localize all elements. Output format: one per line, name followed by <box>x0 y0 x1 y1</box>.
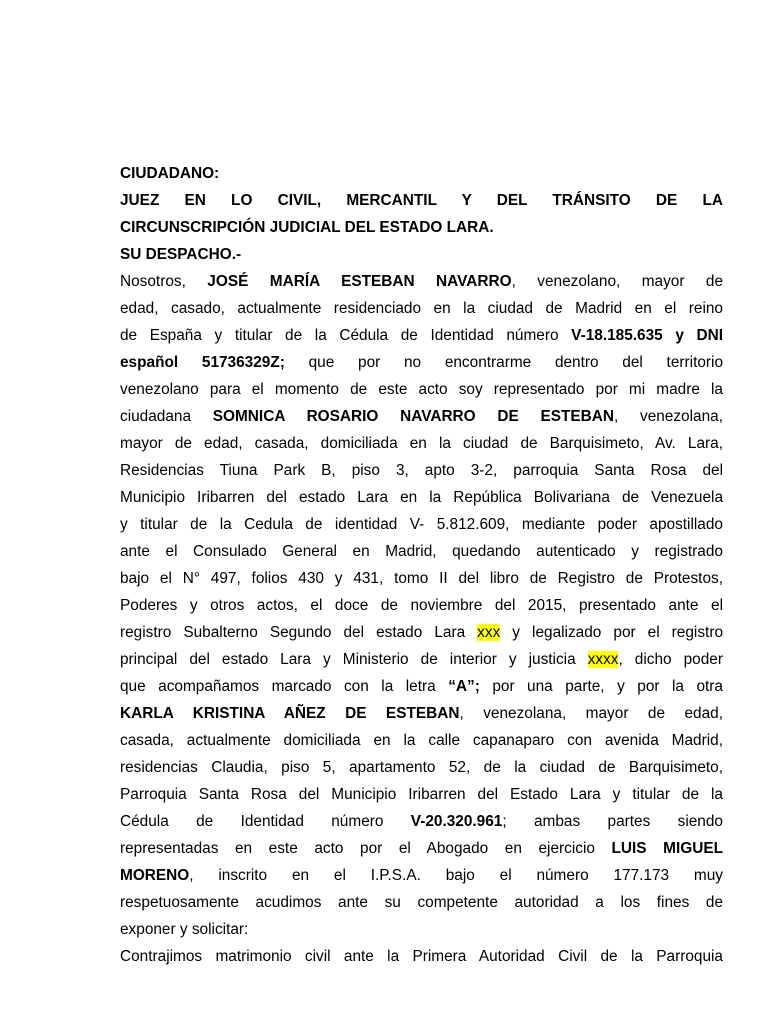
text-line <box>120 160 723 187</box>
text-segment: casada, actualmente domiciliada en la calle capanaparo con avenida Madrid, <box>120 732 723 749</box>
text-segment: ante el Consulado General en Madrid, quedando autenticado y registrado <box>120 543 723 560</box>
bold-text: JOSÉ MARÍA ESTEBAN NAVARRO <box>207 273 512 290</box>
text-line <box>120 322 723 349</box>
text-segment: que por no encontrarme dentro del territorio <box>284 354 724 371</box>
bold-text: LUIS MIGUEL <box>611 840 724 857</box>
text-segment: , venezolano, mayor de <box>511 273 724 290</box>
text-line <box>120 268 723 295</box>
text-line <box>120 727 723 754</box>
text-line <box>120 781 723 808</box>
bold-text: CIUDADANO: <box>120 165 220 182</box>
highlighted-placeholder: xxxx <box>587 651 619 668</box>
text-segment: ciudadana <box>120 408 213 425</box>
text-line <box>120 646 723 673</box>
bold-text: SOMNICA ROSARIO NAVARRO DE ESTEBAN <box>212 408 614 425</box>
text-segment: Poderes y otros actos, el doce de noviembre del 2015, presentado ante el <box>120 597 723 614</box>
highlighted-placeholder: xxx <box>477 624 501 641</box>
text-segment: por una parte, y por la otra <box>479 678 723 695</box>
text-segment: ; ambas partes siendo <box>502 813 723 830</box>
text-segment: edad, casado, actualmente residenciado en la ciudad de Madrid en el reino <box>120 300 723 317</box>
text-segment: principal del estado Lara y Ministerio de interior y justicia <box>120 651 588 668</box>
text-line <box>120 349 723 376</box>
text-segment: Municipio Iribarren del estado Lara en la República Bolivariana de Venezuela <box>120 489 723 506</box>
text-line <box>120 700 723 727</box>
text-line <box>120 430 723 457</box>
text-segment: y legalizado por el registro <box>500 624 724 641</box>
text-segment: Cédula de Identidad número <box>120 813 411 830</box>
text-segment: representadas en este acto por el Abogado en ejercicio <box>120 840 612 857</box>
bold-text: SU DESPACHO.- <box>120 246 242 263</box>
text-segment: Contrajimos matrimonio civil ante la Primera Autoridad Civil de la Parroquia <box>120 948 723 965</box>
text-segment: , dicho poder <box>618 651 723 668</box>
text-segment: registro Subalterno Segundo del estado Lara <box>120 624 478 641</box>
bold-text: KARLA KRISTINA AÑEZ DE ESTEBAN <box>120 705 460 722</box>
text-line <box>120 295 723 322</box>
text-segment: Parroquia Santa Rosa del Municipio Iribarren del Estado Lara y titular de la <box>120 786 723 803</box>
text-line <box>120 916 723 943</box>
bold-text: MORENO <box>120 867 190 884</box>
text-segment: bajo el N° 497, folios 430 y 431, tomo II del libro de Registro de Protestos, <box>120 570 723 587</box>
text-segment: , venezolana, mayor de edad, <box>459 705 723 722</box>
document-body <box>120 160 723 970</box>
text-segment: mayor de edad, casada, domiciliada en la ciudad de Barquisimeto, Av. Lara, <box>120 435 723 452</box>
text-segment: , venezolana, <box>614 408 723 425</box>
text-line <box>120 565 723 592</box>
text-line <box>120 619 723 646</box>
bold-text: V-18.185.635 y DNI <box>571 327 723 344</box>
text-segment: , inscrito en el I.P.S.A. bajo el número 177.173 muy <box>189 867 723 884</box>
bold-text: V-20.320.961 <box>410 813 503 830</box>
text-line <box>120 673 723 700</box>
text-line <box>120 754 723 781</box>
text-segment: que acompañamos marcado con la letra <box>120 678 449 695</box>
text-line <box>120 403 723 430</box>
text-line <box>120 862 723 889</box>
bold-text: JUEZ EN LO CIVIL, MERCANTIL Y DEL TRÁNSITO DE LA <box>120 192 723 209</box>
text-segment: residencias Claudia, piso 5, apartamento 52, de la ciudad de Barquisimeto, <box>120 759 723 776</box>
bold-text: español 51736329Z; <box>120 354 285 371</box>
text-line <box>120 592 723 619</box>
text-segment: de España y titular de la Cédula de Identidad número <box>120 327 572 344</box>
text-segment: Residencias Tiuna Park B, piso 3, apto 3-2, parroquia Santa Rosa del <box>120 462 723 479</box>
text-line <box>120 241 723 268</box>
text-segment: Nosotros, <box>120 273 208 290</box>
text-segment: y titular de la Cedula de identidad V- 5.812.609, mediante poder apostillado <box>120 516 723 533</box>
text-line <box>120 808 723 835</box>
bold-text: CIRCUNSCRIPCIÓN JUDICIAL DEL ESTADO LARA. <box>120 219 494 236</box>
text-segment: venezolano para el momento de este acto soy representado por mi madre la <box>120 381 723 398</box>
text-line <box>120 538 723 565</box>
text-line <box>120 214 723 241</box>
text-segment: exponer y solicitar: <box>120 921 249 938</box>
text-segment: respetuosamente acudimos ante su competente autoridad a los fines de <box>120 894 723 911</box>
bold-text: “A”; <box>448 678 480 695</box>
text-line <box>120 376 723 403</box>
text-line <box>120 484 723 511</box>
text-line <box>120 511 723 538</box>
text-line <box>120 187 723 214</box>
text-line <box>120 943 723 970</box>
text-line <box>120 889 723 916</box>
text-line <box>120 457 723 484</box>
text-line <box>120 835 723 862</box>
